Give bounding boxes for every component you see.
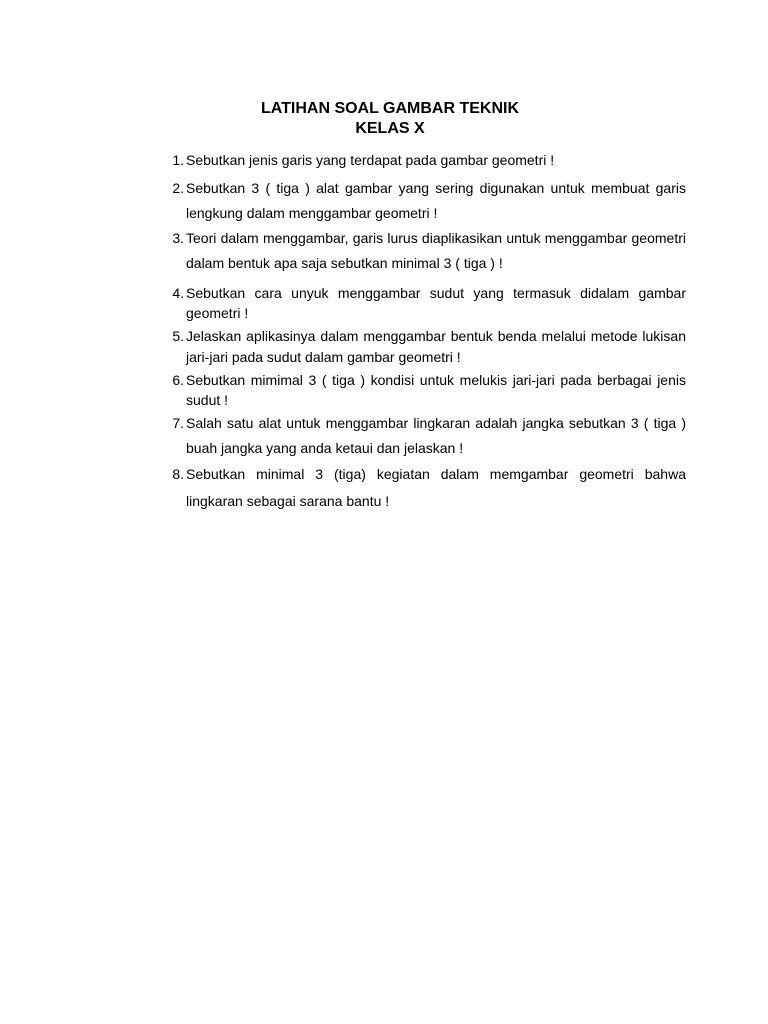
question-item: [160, 370, 686, 410]
question-number: 3.: [172, 230, 184, 246]
question-item: [160, 283, 686, 323]
question-text: Sebutkan 3 ( tiga ) alat gambar yang sering digunakan untuk membuat garis lengkung dalam menggambar geometri !: [186, 180, 686, 221]
question-number: 6.: [172, 372, 184, 388]
question-text: Sebutkan minimal 3 (tiga) kegiatan dalam memgambar geometri bahwa lingkaran sebagai sarana bantu !: [186, 466, 686, 509]
question-item: [160, 326, 686, 368]
question-item: [160, 461, 686, 515]
question-item: [160, 226, 686, 276]
question-text: Teori dalam menggambar, garis lurus diaplikasikan untuk menggambar geometri dalam bentuk apa saja sebutkan minimal 3 ( tiga ) !: [186, 230, 686, 271]
question-number: 2.: [172, 180, 184, 196]
question-number: 1.: [172, 152, 184, 168]
question-number: 5.: [172, 328, 184, 344]
question-text: Sebutkan mimimal 3 ( tiga ) kondisi untuk melukis jari-jari pada berbagai jenis sudut !: [186, 372, 686, 408]
question-number: 8.: [172, 466, 184, 482]
question-text: Sebutkan jenis garis yang terdapat pada gambar geometri !: [186, 152, 555, 168]
question-number: 7.: [172, 415, 184, 431]
question-number: 4.: [172, 285, 184, 301]
question-item: [160, 176, 686, 226]
question-text: Salah satu alat untuk menggambar lingkaran adalah jangka sebutkan 3 ( tiga ) buah jangka yang anda ketaui dan jelaskan !: [186, 415, 686, 456]
document-subtitle: KELAS X: [355, 120, 425, 137]
question-text: Jelaskan aplikasinya dalam menggambar bentuk benda melalui metode lukisan jari-jari pada sudut dalam gambar geometri !: [186, 328, 686, 365]
document-title: LATIHAN SOAL GAMBAR TEKNIK: [260, 100, 520, 117]
question-item: [160, 411, 686, 461]
question-item: [160, 150, 686, 170]
question-text: Sebutkan cara unyuk menggambar sudut yang termasuk didalam gambar geometri !: [186, 285, 686, 321]
